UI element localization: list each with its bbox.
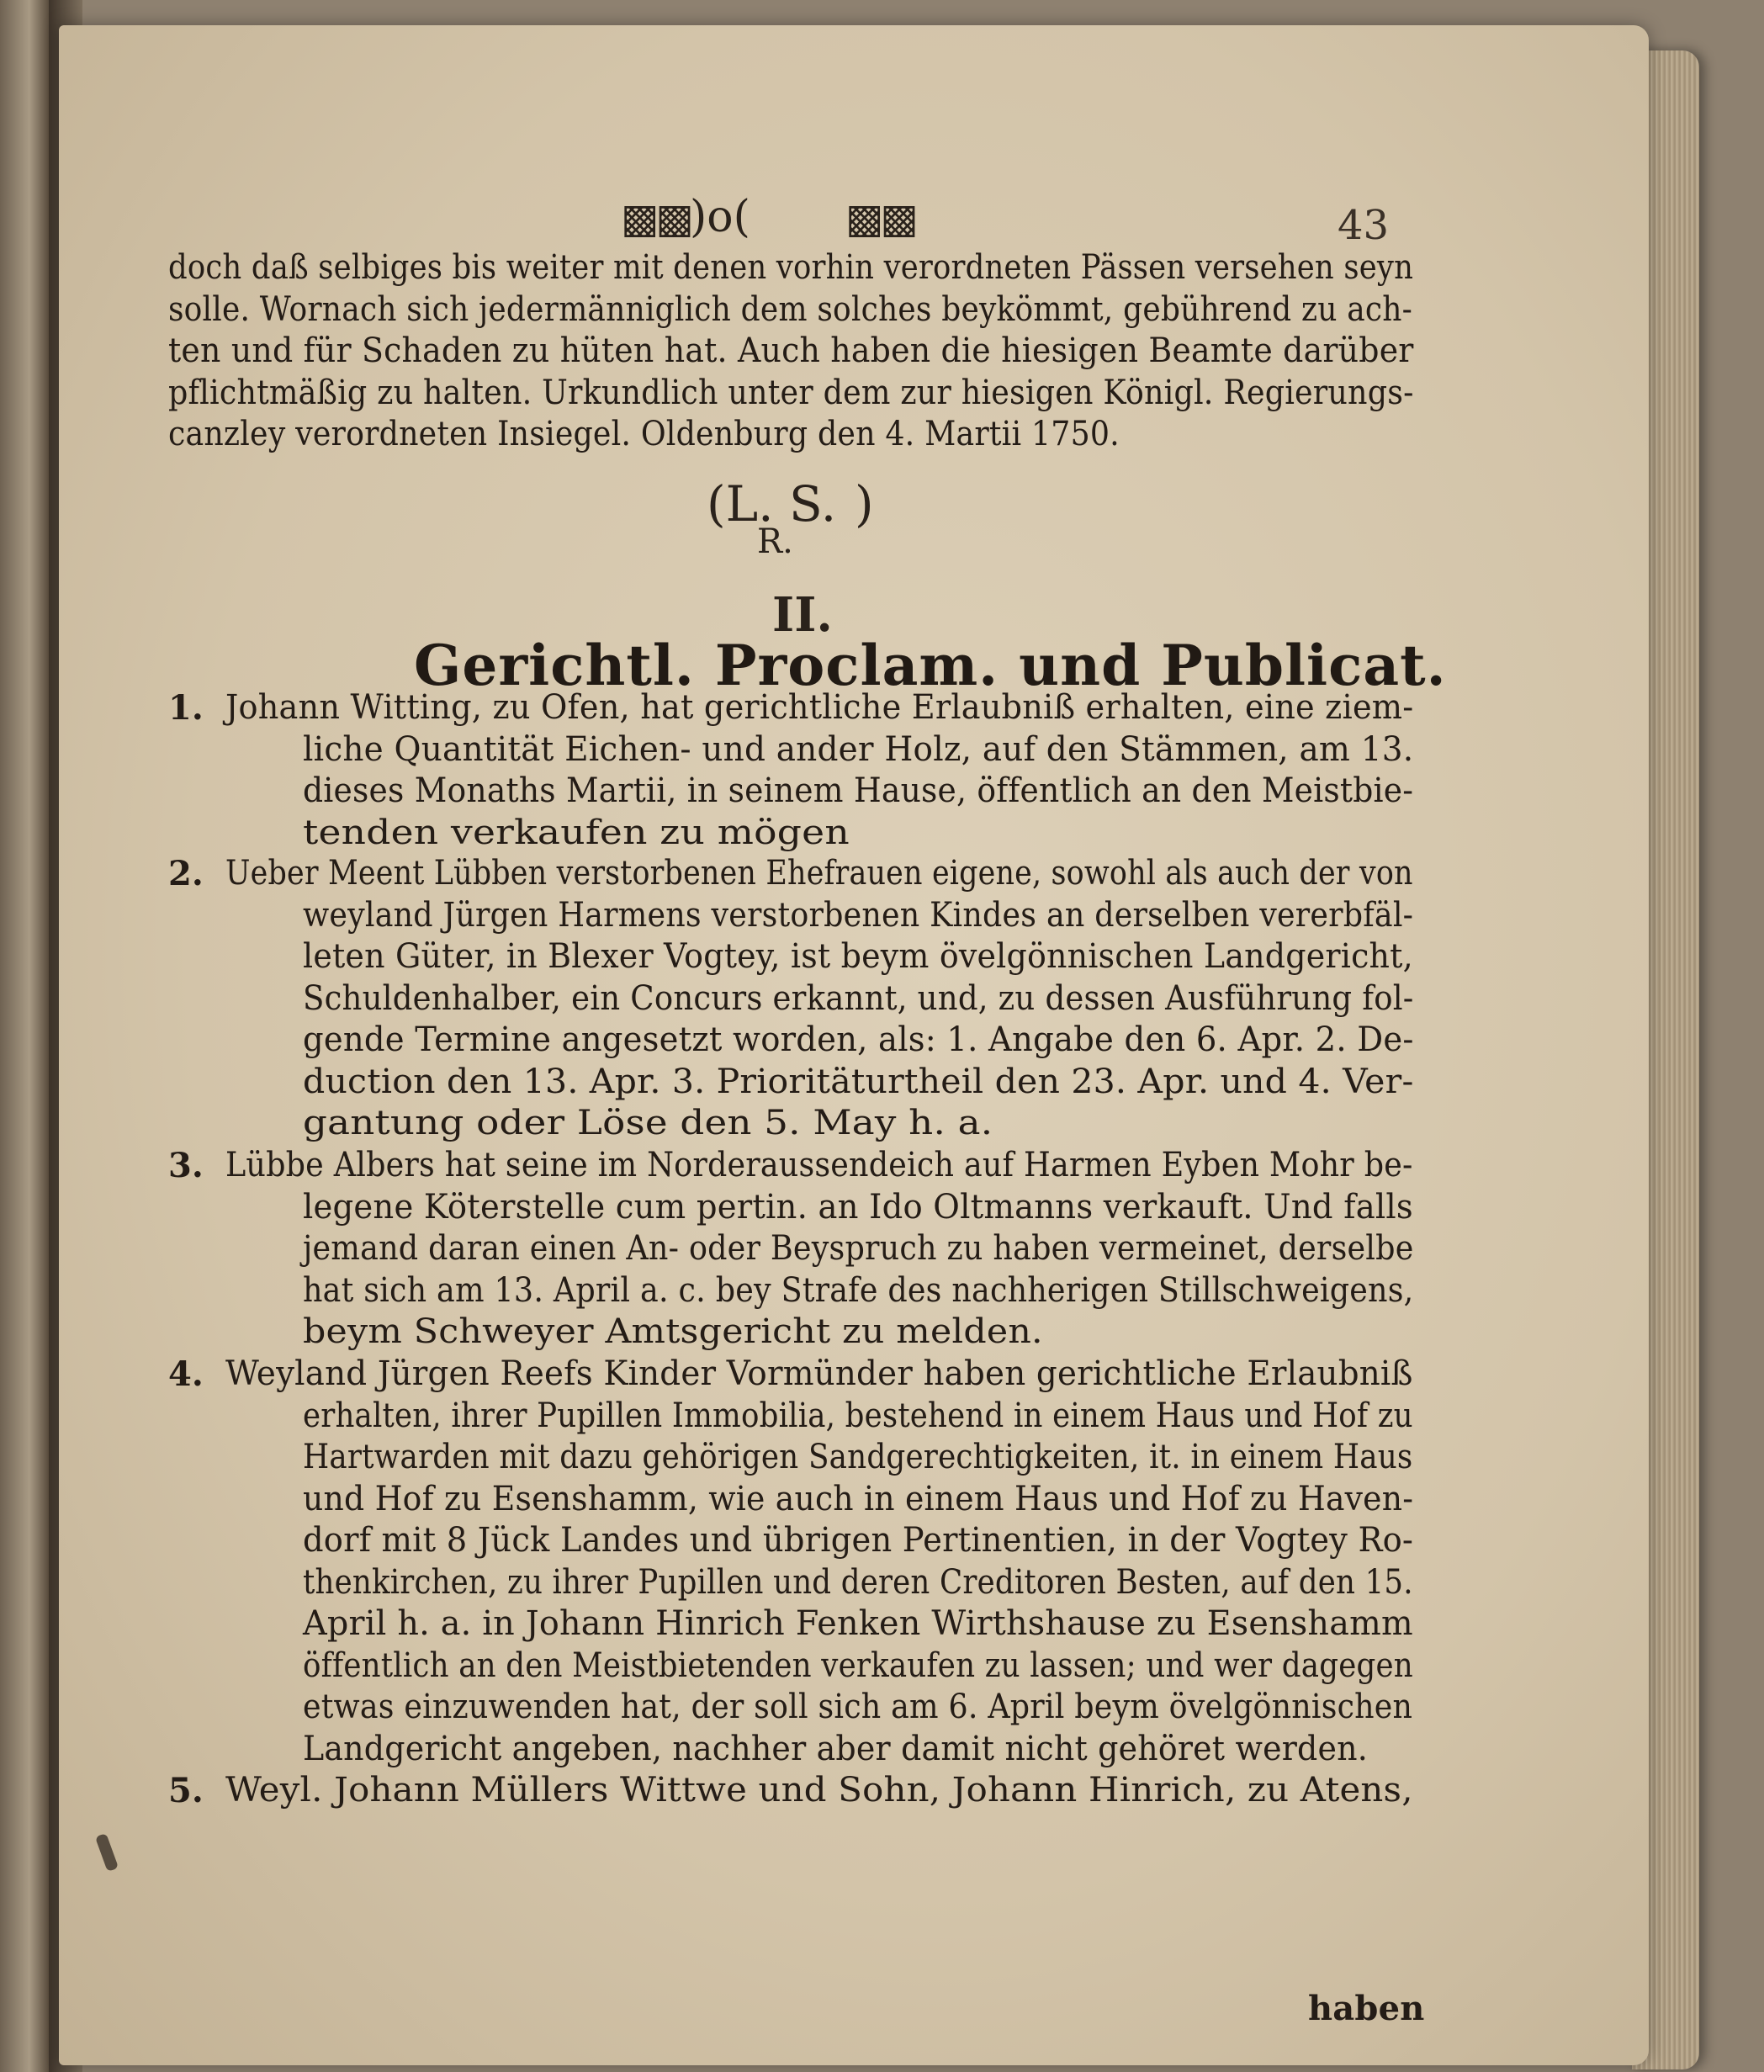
- item-line: gende Termine angesetzt worden, als: 1. Angabe den 6. Apr. 2. De-: [303, 1020, 1414, 1059]
- item-line: leten Güter, in Blexer Vogtey, ist beym övelgönnischen Landgericht,: [303, 937, 1413, 976]
- item-line: gantung oder Löse den 5. May h. a.: [303, 1104, 993, 1142]
- item-line: Landgericht angeben, nachher aber damit nicht gehöret werden.: [303, 1729, 1369, 1768]
- item-number: 4.: [168, 1354, 204, 1394]
- facing-page-edge: [0, 0, 49, 2072]
- item-line: etwas einzuwenden hat, der soll sich am 6. April beym övelgönnischen: [303, 1688, 1413, 1726]
- item-line: beym Schweyer Amtsgericht zu melden.: [303, 1312, 1043, 1351]
- item-line: jemand daran einen An- oder Beyspruch zu haben vermeinet, derselbe: [303, 1229, 1414, 1268]
- seal-top: L. S.: [725, 475, 837, 533]
- item-line: Lübbe Albers hat seine im Norderaussendeich auf Harmen Eyben Mohr be-: [225, 1146, 1413, 1184]
- item-number: 2.: [168, 854, 204, 893]
- intro-line: doch daß selbiges bis weiter mit denen vorhin verordneten Pässen versehen seyn: [168, 248, 1414, 287]
- section-number: II.: [772, 587, 833, 643]
- item-line: Hartwarden mit dazu gehörigen Sandgerechtigkeiten, it. in einem Haus: [303, 1438, 1413, 1476]
- item-line: tenden verkaufen zu mögen: [303, 813, 850, 852]
- intro-line: canzley verordneten Insiegel. Oldenburg den 4. Martii 1750.: [168, 415, 1120, 453]
- header-center-mark: )o(: [690, 192, 750, 242]
- right-ornament: ▩▩: [845, 195, 915, 242]
- item-line: hat sich am 13. April a. c. bey Strafe des nachherigen Stillschweigens,: [303, 1270, 1414, 1310]
- item-line: und Hof zu Esenshamm, wie auch in einem Haus und Hof zu Haven-: [303, 1479, 1414, 1518]
- seal-bottom: R.: [757, 522, 793, 561]
- seal-locus-sigilli: (L. S. R. ): [707, 475, 874, 561]
- item-line: legene Köterstelle cum pertin. an Ido Oltmanns verkauft. Und falls: [303, 1187, 1413, 1227]
- item-line: duction den 13. Apr. 3. Prioritäturtheil den 23. Apr. und 4. Ver-: [303, 1062, 1414, 1101]
- item-number: 1.: [168, 688, 204, 728]
- left-ornament: ▩▩: [621, 195, 691, 242]
- item-line: Weyland Jürgen Reefs Kinder Vormünder haben gerichtliche Erlaubniß: [225, 1354, 1413, 1393]
- item-line: Weyl. Johann Müllers Wittwe und Sohn, Johann Hinrich, zu Atens,: [225, 1771, 1413, 1810]
- intro-line: pflichtmäßig zu halten. Urkundlich unter dem zur hiesigen Königl. Regierungs-: [168, 373, 1414, 412]
- section-title: Gerichtl. Proclam. und Publicat.: [414, 633, 1447, 698]
- item-line: weyland Jürgen Harmens verstorbenen Kindes an derselben vererbfäl-: [303, 895, 1414, 935]
- item-line: April h. a. in Johann Hinrich Fenken Wirthshause zu Esenshamm: [303, 1604, 1413, 1643]
- item-number: 5.: [168, 1771, 204, 1810]
- item-line: Ueber Meent Lübben verstorbenen Ehefrauen eigene, sowohl als auch der von: [225, 854, 1413, 893]
- intro-line: ten und für Schaden zu hüten hat. Auch haben die hiesigen Beamte darüber: [168, 331, 1414, 370]
- item-line: erhalten, ihrer Pupillen Immobilia, bestehend in einem Haus und Hof zu: [303, 1396, 1413, 1435]
- item-line: Johann Witting, zu Ofen, hat gerichtliche Erlaubniß erhalten, eine ziem-: [225, 688, 1414, 727]
- item-line: Schuldenhalber, ein Concurs erkannt, und, zu dessen Ausführung fol-: [303, 978, 1414, 1018]
- intro-line: solle. Wornach sich jedermänniglich dem solches beykömmt, gebührend zu ach-: [168, 289, 1413, 329]
- item-line: dorf mit 8 Jück Landes und übrigen Pertinentien, in der Vogtey Ro-: [303, 1521, 1414, 1560]
- item-number: 3.: [168, 1146, 204, 1185]
- item-line: dieses Monaths Martii, in seinem Hause, öffentlich an den Meistbie-: [303, 771, 1414, 810]
- page-number: 43: [1338, 202, 1390, 249]
- item-line: thenkirchen, zu ihrer Pupillen und deren Creditoren Besten, auf den 15.: [303, 1562, 1413, 1602]
- item-line: liche Quantität Eichen- und ander Holz, auf den Stämmen, am 13.: [303, 729, 1414, 769]
- item-line: öffentlich an den Meistbietenden verkaufen zu lassen; und wer dagegen: [303, 1645, 1413, 1685]
- catchword: haben: [1308, 1989, 1425, 2028]
